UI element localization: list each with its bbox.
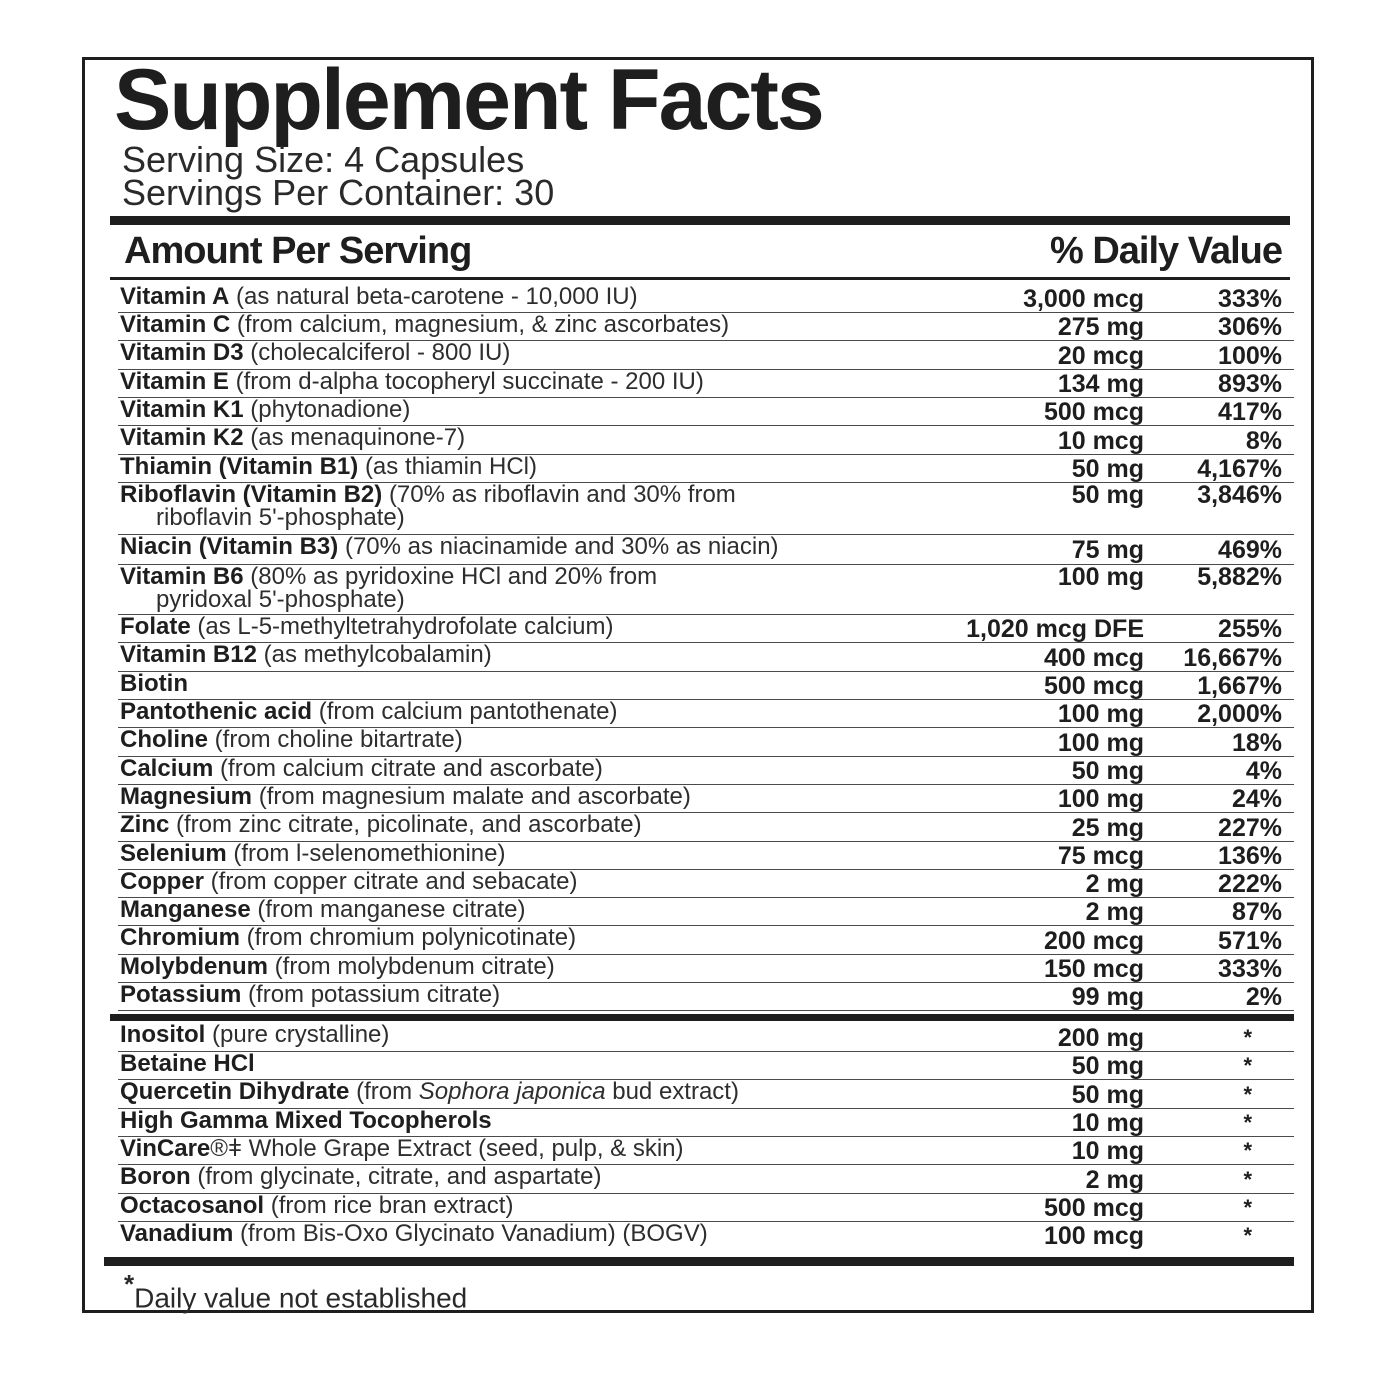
daily-value: 222% bbox=[1218, 870, 1282, 898]
amount-per-serving: 100 mg bbox=[1057, 700, 1144, 728]
daily-value: 18% bbox=[1231, 729, 1282, 757]
amount-per-serving: 50 mg bbox=[1071, 1052, 1144, 1080]
ingredient-name: Vitamin B12 bbox=[120, 641, 257, 668]
ingredient-name-cell bbox=[120, 672, 920, 695]
amount-per-serving: 75 mcg bbox=[1057, 842, 1144, 870]
ingredient-name: Biotin bbox=[120, 670, 188, 697]
nutrient-row bbox=[118, 898, 1294, 926]
ingredient-name-cell bbox=[120, 285, 920, 308]
daily-value: 227% bbox=[1218, 814, 1282, 842]
ingredient-name: Riboflavin (Vitamin B2) bbox=[120, 481, 383, 508]
amount-per-serving: 100 mg bbox=[1057, 563, 1144, 591]
ingredient-name-cell bbox=[120, 1222, 920, 1245]
ingredient-name-cell bbox=[120, 398, 920, 421]
nutrient-row bbox=[118, 672, 1294, 700]
ingredient-name: Quercetin Dihydrate bbox=[120, 1078, 350, 1105]
nutrient-row bbox=[118, 643, 1294, 672]
ingredient-name-cell bbox=[120, 1109, 920, 1132]
daily-value: 24% bbox=[1231, 785, 1282, 813]
ingredient-source: (pure crystalline) bbox=[212, 1021, 390, 1048]
ingredient-source: (as menaquinone-7) bbox=[250, 424, 466, 451]
header-divider bbox=[110, 277, 1290, 280]
nutrient-row bbox=[118, 483, 1294, 535]
daily-value: 571% bbox=[1218, 927, 1282, 955]
ingredient-source: (from d-alpha tocopheryl succinate - 200 IU) bbox=[235, 368, 704, 395]
serving-size: Serving Size: 4 Capsules bbox=[122, 139, 525, 180]
amount-per-serving: 275 mg bbox=[1057, 313, 1144, 341]
amount-per-serving: 2 mg bbox=[1085, 898, 1144, 926]
amount-per-serving: 500 mcg bbox=[1043, 1194, 1144, 1222]
ingredient-name-cell bbox=[120, 926, 920, 949]
label-title: Supplement Facts bbox=[114, 52, 823, 148]
ingredient-source: (80% as pyridoxine HCl and 20% from bbox=[250, 563, 658, 590]
amount-per-serving: 20 mcg bbox=[1057, 342, 1144, 370]
amount-per-serving-header: Amount Per Serving bbox=[124, 230, 472, 272]
amount-per-serving: 500 mcg bbox=[1043, 398, 1144, 426]
amount-per-serving: 50 mg bbox=[1071, 1081, 1144, 1109]
ingredient-source: (as L-5-methyltetrahydrofolate calcium) bbox=[197, 613, 614, 640]
ingredient-name: Chromium bbox=[120, 924, 240, 951]
ingredient-name-cell bbox=[120, 643, 920, 666]
ingredient-source: (from manganese citrate) bbox=[257, 896, 526, 923]
ingredient-name: Vitamin B6 bbox=[120, 563, 244, 590]
ingredient-name-cell bbox=[120, 426, 920, 449]
servings-per-container: Servings Per Container: 30 bbox=[122, 172, 555, 213]
footnote-asterisk: * bbox=[124, 1269, 135, 1299]
ingredient-name: Thiamin (Vitamin B1) bbox=[120, 453, 359, 480]
ingredient-name-cell bbox=[120, 728, 920, 751]
ingredient-name-cell bbox=[120, 370, 920, 393]
nutrient-row bbox=[118, 535, 1294, 565]
amount-per-serving: 100 mcg bbox=[1043, 1222, 1144, 1250]
footnote-text: Daily value not established bbox=[134, 1282, 468, 1314]
ingredient-name-cell bbox=[120, 455, 920, 478]
ingredient-name-cell bbox=[120, 1165, 920, 1188]
ingredient-name: Vitamin C bbox=[120, 311, 231, 338]
ingredient-name-cell bbox=[120, 870, 920, 893]
ingredient-name: Selenium bbox=[120, 840, 227, 867]
nutrient-row bbox=[118, 955, 1294, 983]
other-ingredient-row bbox=[118, 1137, 1294, 1165]
nutrient-row bbox=[118, 728, 1294, 757]
amount-per-serving: 150 mcg bbox=[1043, 955, 1144, 983]
other-ingredient-row bbox=[118, 1222, 1294, 1250]
ingredient-name: Vitamin K2 bbox=[120, 424, 244, 451]
ingredient-name-cell bbox=[120, 1194, 920, 1217]
ingredient-source: (as thiamin HCl) bbox=[364, 453, 537, 480]
ingredient-name-cell bbox=[120, 757, 920, 780]
nutrient-row bbox=[118, 341, 1294, 370]
ingredient-name: Zinc bbox=[120, 811, 170, 838]
ingredient-name: Vitamin A bbox=[120, 283, 230, 310]
amount-per-serving: 2 mg bbox=[1085, 1166, 1144, 1194]
ingredient-name-cell bbox=[120, 898, 920, 921]
thick-divider-top bbox=[110, 216, 1290, 225]
footnote bbox=[124, 1268, 467, 1318]
amount-per-serving: 10 mg bbox=[1071, 1137, 1144, 1165]
ingredient-source: (from potassium citrate) bbox=[248, 981, 501, 1008]
nutrient-row bbox=[118, 785, 1294, 813]
amount-per-serving: 3,000 mcg bbox=[1023, 285, 1144, 313]
ingredient-name: Vitamin D3 bbox=[120, 339, 244, 366]
ingredient-source: (as natural beta-carotene - 10,000 IU) bbox=[236, 283, 638, 310]
nutrient-row bbox=[118, 285, 1294, 313]
ingredient-name: Potassium bbox=[120, 981, 242, 1008]
ingredient-source-line2: riboflavin 5'-phosphate) bbox=[156, 504, 405, 531]
ingredient-name-cell bbox=[120, 785, 920, 808]
nutrient-row bbox=[118, 700, 1294, 728]
daily-value: 8% bbox=[1245, 427, 1282, 455]
amount-per-serving: 50 mg bbox=[1071, 455, 1144, 483]
ingredient-name: Magnesium bbox=[120, 783, 253, 810]
amount-per-serving: 10 mcg bbox=[1057, 427, 1144, 455]
nutrient-row bbox=[118, 813, 1294, 842]
daily-value: 16,667% bbox=[1183, 644, 1282, 672]
daily-value: 333% bbox=[1218, 285, 1282, 313]
ingredient-name: Manganese bbox=[120, 896, 251, 923]
ingredient-source: (as methylcobalamin) bbox=[263, 641, 492, 668]
daily-value: 100% bbox=[1218, 342, 1282, 370]
ingredient-source: (from copper citrate and sebacate) bbox=[210, 868, 578, 895]
daily-value-asterisk: * bbox=[1243, 1025, 1252, 1050]
nutrient-row bbox=[118, 870, 1294, 898]
other-ingredient-row bbox=[118, 1109, 1294, 1137]
other-ingredient-row bbox=[118, 1194, 1294, 1222]
ingredient-name: Inositol bbox=[120, 1021, 206, 1048]
ingredient-source: (70% as niacinamide and 30% as niacin) bbox=[344, 533, 779, 560]
amount-per-serving: 10 mg bbox=[1071, 1109, 1144, 1137]
ingredient-source: (from Bis-Oxo Glycinato Vanadium) (BOGV) bbox=[240, 1220, 708, 1247]
ingredient-source: (from molybdenum citrate) bbox=[274, 953, 555, 980]
ingredient-name-cell bbox=[120, 1023, 920, 1046]
nutrient-row bbox=[118, 983, 1294, 1011]
ingredient-name-cell bbox=[120, 842, 920, 865]
daily-value: 417% bbox=[1218, 398, 1282, 426]
ingredient-name: Octacosanol bbox=[120, 1192, 265, 1219]
daily-value: 136% bbox=[1218, 842, 1282, 870]
thick-divider-bottom bbox=[104, 1257, 1294, 1266]
ingredient-name: Molybdenum bbox=[120, 953, 268, 980]
ingredient-name-cell bbox=[120, 1052, 920, 1075]
amount-per-serving: 200 mg bbox=[1057, 1024, 1144, 1052]
amount-per-serving: 1,020 mcg DFE bbox=[966, 615, 1144, 643]
nutrient-row bbox=[118, 426, 1294, 455]
ingredient-source-line2: pyridoxal 5'-phosphate) bbox=[156, 586, 405, 613]
ingredient-name: Folate bbox=[120, 613, 191, 640]
daily-value-asterisk: * bbox=[1243, 1195, 1252, 1220]
ingredient-name-cell bbox=[120, 483, 920, 529]
amount-per-serving: 200 mcg bbox=[1043, 927, 1144, 955]
daily-value: 306% bbox=[1218, 313, 1282, 341]
ingredient-name: Niacin (Vitamin B3) bbox=[120, 533, 339, 560]
amount-per-serving: 75 mg bbox=[1071, 536, 1144, 564]
daily-value-header: % Daily Value bbox=[1049, 230, 1282, 272]
other-ingredient-row bbox=[118, 1080, 1294, 1109]
ingredient-name: Choline bbox=[120, 726, 208, 753]
ingredient-name: Betaine HCl bbox=[120, 1050, 255, 1077]
daily-value: 469% bbox=[1218, 536, 1282, 564]
ingredient-name: Copper bbox=[120, 868, 204, 895]
ingredient-source: (from calcium citrate and ascorbate) bbox=[220, 755, 603, 782]
amount-per-serving: 99 mg bbox=[1071, 983, 1144, 1011]
ingredient-source-italic: Sophora japonica bbox=[418, 1078, 606, 1105]
ingredient-name-cell bbox=[120, 565, 920, 611]
ingredient-name-cell bbox=[120, 535, 920, 558]
daily-value: 2% bbox=[1245, 983, 1282, 1011]
ingredient-source: (from l-selenomethionine) bbox=[233, 840, 506, 867]
amount-per-serving: 50 mg bbox=[1071, 757, 1144, 785]
amount-per-serving: 134 mg bbox=[1057, 370, 1144, 398]
ingredient-name-cell bbox=[120, 313, 920, 336]
daily-value-asterisk: * bbox=[1243, 1167, 1252, 1192]
ingredient-source: (from rice bran extract) bbox=[270, 1192, 514, 1219]
ingredient-source-cont: bud extract) bbox=[612, 1078, 739, 1105]
ingredient-name: Boron bbox=[120, 1163, 191, 1190]
ingredient-name-cell bbox=[120, 955, 920, 978]
ingredient-name: Vitamin K1 bbox=[120, 396, 244, 423]
ingredient-name: High Gamma Mixed Tocopherols bbox=[120, 1107, 492, 1134]
ingredient-source: (70% as riboflavin and 30% from bbox=[388, 481, 736, 508]
nutrient-row bbox=[118, 398, 1294, 426]
ingredient-name: Vitamin E bbox=[120, 368, 229, 395]
nutrient-row bbox=[118, 615, 1294, 643]
thick-divider-middle bbox=[110, 1014, 1294, 1021]
ingredient-source: (from glycinate, citrate, and aspartate) bbox=[197, 1163, 602, 1190]
ingredient-name: VinCare bbox=[120, 1135, 211, 1162]
daily-value-asterisk: * bbox=[1243, 1223, 1252, 1248]
daily-value: 3,846% bbox=[1197, 481, 1282, 509]
ingredient-source: (from magnesium malate and ascorbate) bbox=[258, 783, 691, 810]
ingredient-name: Vanadium bbox=[120, 1220, 234, 1247]
nutrient-row bbox=[118, 757, 1294, 785]
ingredient-source: (from calcium, magnesium, & zinc ascorbates) bbox=[236, 311, 730, 338]
ingredient-name: Pantothenic acid bbox=[120, 698, 313, 725]
ingredient-name-cell bbox=[120, 615, 920, 638]
amount-per-serving: 25 mg bbox=[1071, 814, 1144, 842]
ingredient-name-cell bbox=[120, 1137, 920, 1160]
amount-per-serving: 50 mg bbox=[1071, 481, 1144, 509]
nutrient-row bbox=[118, 313, 1294, 341]
amount-per-serving: 100 mg bbox=[1057, 785, 1144, 813]
daily-value: 893% bbox=[1218, 370, 1282, 398]
other-ingredient-row bbox=[118, 1165, 1294, 1194]
nutrient-row bbox=[118, 455, 1294, 483]
daily-value-asterisk: * bbox=[1243, 1053, 1252, 1078]
daily-value: 5,882% bbox=[1197, 563, 1282, 591]
daily-value: 333% bbox=[1218, 955, 1282, 983]
daily-value: 4% bbox=[1245, 757, 1282, 785]
ingredient-source: (from bbox=[356, 1078, 413, 1105]
daily-value-asterisk: * bbox=[1243, 1110, 1252, 1135]
ingredient-name-cell bbox=[120, 341, 920, 364]
ingredient-source: (phytonadione) bbox=[250, 396, 411, 423]
nutrient-row bbox=[118, 565, 1294, 615]
daily-value-asterisk: * bbox=[1243, 1082, 1252, 1107]
amount-per-serving: 400 mcg bbox=[1043, 644, 1144, 672]
amount-per-serving: 100 mg bbox=[1057, 729, 1144, 757]
ingredient-name-cell bbox=[120, 983, 920, 1006]
daily-value: 4,167% bbox=[1197, 455, 1282, 483]
ingredient-source: ®ǂ Whole Grape Extract (seed, pulp, & skin) bbox=[210, 1135, 684, 1162]
daily-value-asterisk: * bbox=[1243, 1138, 1252, 1163]
daily-value: 1,667% bbox=[1197, 672, 1282, 700]
ingredient-source: (from chromium polynicotinate) bbox=[246, 924, 577, 951]
ingredient-source: (from choline bitartrate) bbox=[214, 726, 463, 753]
daily-value: 2,000% bbox=[1197, 700, 1282, 728]
nutrient-row bbox=[118, 370, 1294, 398]
ingredient-name-cell bbox=[120, 813, 920, 836]
other-ingredient-row bbox=[118, 1023, 1294, 1052]
ingredient-name-cell bbox=[120, 700, 920, 723]
ingredient-source: (cholecalciferol - 800 IU) bbox=[250, 339, 511, 366]
amount-per-serving: 2 mg bbox=[1085, 870, 1144, 898]
ingredient-source: (from zinc citrate, picolinate, and ascorbate) bbox=[176, 811, 642, 838]
ingredient-name: Calcium bbox=[120, 755, 214, 782]
amount-per-serving: 500 mcg bbox=[1043, 672, 1144, 700]
ingredient-name-cell bbox=[120, 1080, 920, 1103]
other-ingredient-row bbox=[118, 1052, 1294, 1080]
daily-value: 87% bbox=[1231, 898, 1282, 926]
ingredient-source: (from calcium pantothenate) bbox=[318, 698, 618, 725]
daily-value: 255% bbox=[1218, 615, 1282, 643]
nutrient-row bbox=[118, 842, 1294, 870]
nutrient-row bbox=[118, 926, 1294, 955]
